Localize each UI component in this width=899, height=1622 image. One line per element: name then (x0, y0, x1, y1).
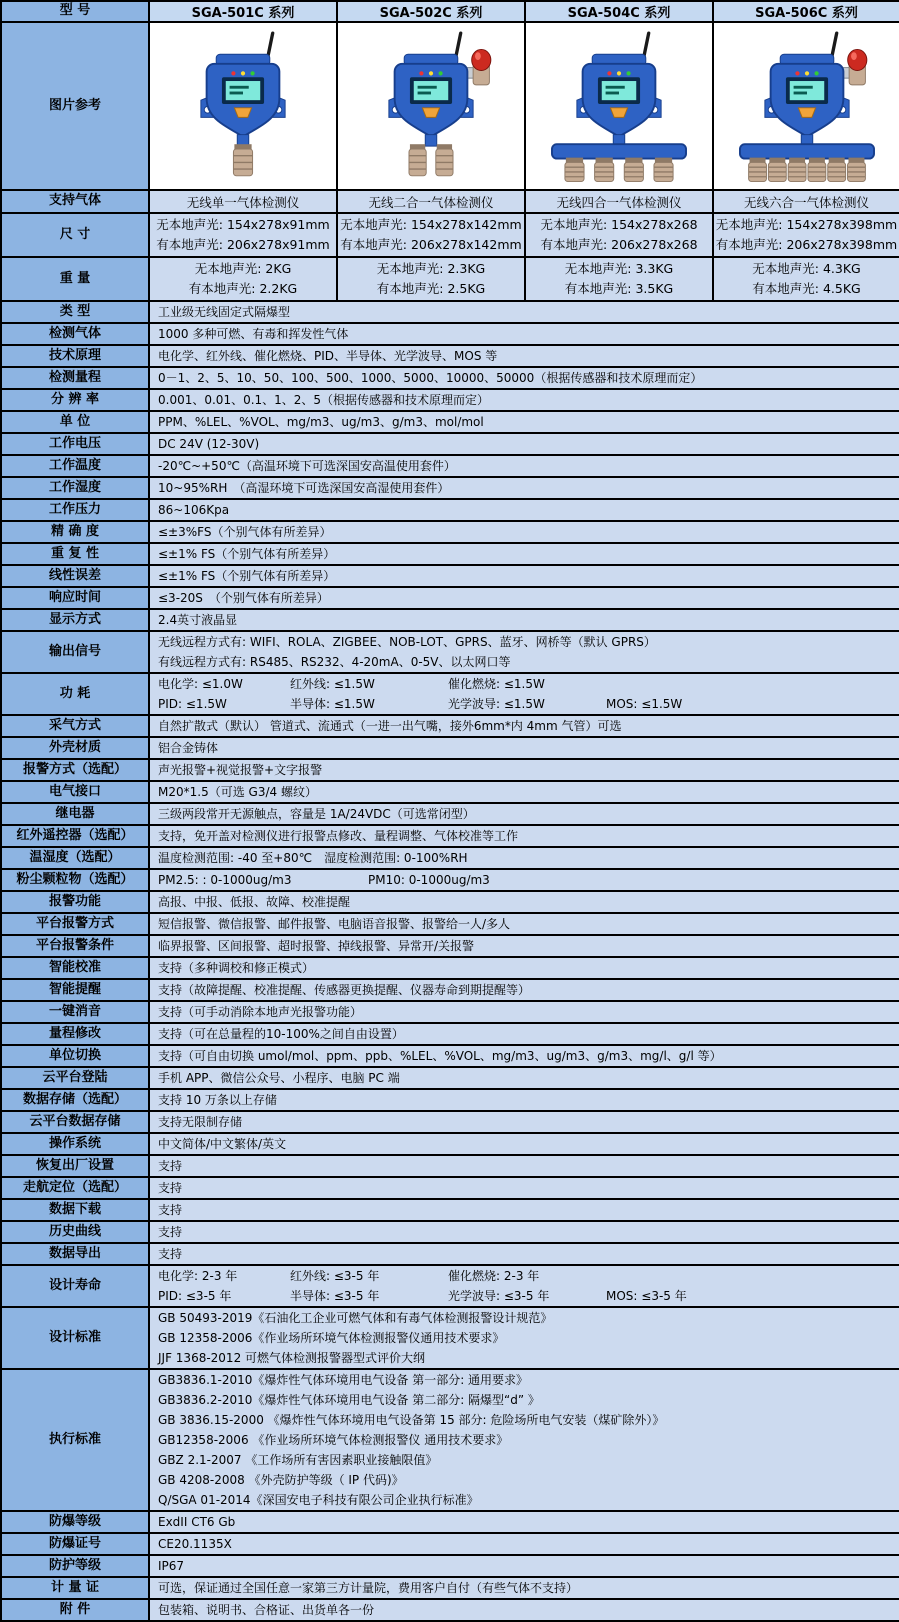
spec-value-line: 10~95%RH （高湿环境下可选深国安高湿使用套件） (158, 481, 450, 495)
spec-value (149, 1533, 899, 1555)
spec-value-segment: PM2.5: : 0-1000ug/m3 (158, 873, 292, 887)
spec-value (149, 521, 899, 543)
spec-value (149, 1199, 899, 1221)
spec-value-line: 支持无限制存储 (158, 1115, 243, 1129)
spec-row-41 (1, 1221, 899, 1243)
spec-value-segment: 红外线: ≤1.5W (290, 677, 375, 691)
spec-row-label: 功 耗 (1, 673, 149, 715)
spec-value (149, 1023, 899, 1045)
spec-row-label: 响应时间 (1, 587, 149, 609)
spec-value (149, 389, 899, 411)
spec-row-30 (1, 979, 899, 1001)
spec-value-line: IP67 (158, 1559, 185, 1573)
weight-value-line: 有本地声光: 3.5KG (564, 281, 674, 296)
spec-row-6 (1, 411, 899, 433)
spec-value-line (158, 1286, 891, 1306)
product-image-cell-4 (713, 22, 899, 190)
spec-value (149, 587, 899, 609)
spec-value-line: 短信报警、微信报警、邮件报警、电脑语音报警、报警给一人/多人 (158, 917, 511, 931)
gas-row-label: 支持气体 (1, 190, 149, 213)
spec-value-line: CE20.1135X (158, 1537, 232, 1551)
spec-value-line: 工业级无线固定式隔爆型 (158, 305, 291, 319)
spec-value (149, 673, 899, 715)
size-value-line: 无本地声光: 154x278x398mm (715, 217, 898, 232)
spec-value (149, 433, 899, 455)
spec-row-label: 工作压力 (1, 499, 149, 521)
spec-row-label: 采气方式 (1, 715, 149, 737)
spec-value-line: 包装箱、说明书、合格证、出货单各一份 (158, 1603, 375, 1617)
spec-value-line: 三级两段常开无源触点，容量是 1A/24VDC（可选常闭型） (158, 807, 475, 821)
spec-value-line: GB 4208-2008 《外壳防护等级（ IP 代码)》 (158, 1473, 404, 1487)
spec-row-14 (1, 587, 899, 609)
weight-value-1 (149, 257, 337, 301)
size-row (1, 213, 899, 257)
spec-row-label: 检测量程 (1, 367, 149, 389)
size-value-line: 无本地声光: 154x278x91mm (156, 217, 330, 232)
spec-value-line: DC 24V (12-30V) (158, 437, 260, 451)
spec-row-4 (1, 367, 899, 389)
product-image-cell-3 (525, 22, 713, 190)
spec-value-segment: 半导体: ≤3-5 年 (290, 1289, 380, 1303)
spec-row-label: 报警方式（选配） (1, 759, 149, 781)
spec-row-27 (1, 913, 899, 935)
spec-value-segment: 光学波导: ≤1.5W (448, 697, 545, 711)
spec-value-line: 临界报警、区间报警、超时报警、掉线报警、异常开/关报警 (158, 939, 475, 953)
size-value-line: 有本地声光: 206x278x91mm (156, 237, 330, 252)
spec-row-39 (1, 1177, 899, 1199)
spec-row-10 (1, 499, 899, 521)
spec-value (149, 1045, 899, 1067)
spec-value (149, 737, 899, 759)
spec-value-line (158, 1266, 891, 1286)
spec-row-1 (1, 301, 899, 323)
spec-value-line: GB 50493-2019《石油化工企业可燃气体和有毒气体检测报警设计规范》 (158, 1311, 553, 1325)
size-value-line: 有本地声光: 206x278x268 (540, 237, 698, 252)
spec-value (149, 345, 899, 367)
spec-row-26 (1, 891, 899, 913)
spec-value-line (158, 694, 891, 714)
spec-value (149, 323, 899, 345)
spec-value-line (158, 674, 891, 694)
spec-value-line: ≤3-20S （个别气体有所差异） (158, 591, 329, 605)
spec-row-18 (1, 715, 899, 737)
spec-value-line: 可选，保证通过全国任意一家第三方计量院，费用客户自付（有些气体不支持） (158, 1581, 579, 1595)
spec-row-2 (1, 323, 899, 345)
weight-value-line: 无本地声光: 3.3KG (564, 261, 674, 276)
gas-detector-image (529, 170, 709, 189)
spec-row-label: 线性误差 (1, 565, 149, 587)
spec-value (149, 759, 899, 781)
spec-row-label: 分 辨 率 (1, 389, 149, 411)
model-header-3: SGA-504C 系列 (525, 1, 713, 22)
size-value-4 (713, 213, 899, 257)
spec-row-label: 工作湿度 (1, 477, 149, 499)
spec-row-20 (1, 759, 899, 781)
weight-value-2 (337, 257, 525, 301)
image-row (1, 22, 899, 190)
spec-row-label: 附 件 (1, 1599, 149, 1621)
spec-value-line: 手机 APP、微信公众号、小程序、电脑 PC 端 (158, 1071, 400, 1085)
spec-row-32 (1, 1023, 899, 1045)
spec-row-label: 智能校准 (1, 957, 149, 979)
spec-row-label: 粉尘颗粒物（选配） (1, 869, 149, 891)
spec-value (149, 979, 899, 1001)
spec-value-line: 高报、中报、低报、故障、校准提醒 (158, 895, 351, 909)
spec-value (149, 957, 899, 979)
spec-row-label: 恢复出厂设置 (1, 1155, 149, 1177)
spec-row-label: 外壳材质 (1, 737, 149, 759)
spec-row-label: 输出信号 (1, 631, 149, 673)
spec-value-segment: 催化燃烧: 2-3 年 (448, 1269, 540, 1283)
spec-value-segment: 催化燃烧: ≤1.5W (448, 677, 545, 691)
spec-row-label: 设计寿命 (1, 1265, 149, 1307)
spec-row-label: 检测气体 (1, 323, 149, 345)
spec-value (149, 1001, 899, 1023)
spec-row-24 (1, 847, 899, 869)
spec-value-line: 声光报警+视觉报警+文字报警 (158, 763, 323, 777)
spec-value (149, 1599, 899, 1621)
spec-value (149, 1555, 899, 1577)
spec-value-segment: PID: ≤3-5 年 (158, 1289, 232, 1303)
spec-value-segment: PID: ≤1.5W (158, 697, 227, 711)
spec-value (149, 1133, 899, 1155)
spec-row-22 (1, 803, 899, 825)
spec-value-line: 0－1、2、5、10、50、100、500、1000、5000、10000、50000（根据传感器和技术原理而定） (158, 371, 703, 385)
spec-row-label: 报警功能 (1, 891, 149, 913)
spec-value-segment: MOS: ≤3-5 年 (606, 1289, 687, 1303)
spec-row-label: 量程修改 (1, 1023, 149, 1045)
spec-value-line: 支持（多种调校和修正模式） (158, 961, 315, 975)
spec-row-40 (1, 1199, 899, 1221)
spec-value (149, 1307, 899, 1369)
spec-value-line: GBZ 2.1-2007 《工作场所有害因素职业接触限值》 (158, 1453, 438, 1467)
size-value-2 (337, 213, 525, 257)
spec-row-13 (1, 565, 899, 587)
spec-value-line: 2.4英寸液晶显 (158, 613, 238, 627)
spec-value-segment: PM10: 0-1000ug/m3 (368, 873, 490, 887)
spec-row-label: 平台报警条件 (1, 935, 149, 957)
spec-value-line: ≤±3%FS（个别气体有所差异） (158, 525, 332, 539)
spec-value (149, 499, 899, 521)
weight-value-line: 无本地声光: 2.3KG (376, 261, 486, 276)
spec-row-5 (1, 389, 899, 411)
spec-row-label: 重 复 性 (1, 543, 149, 565)
spec-value-line: M20*1.5（可选 G3/4 螺纹） (158, 785, 317, 799)
spec-row-label: 走航定位（选配） (1, 1177, 149, 1199)
spec-value-line: 支持 (158, 1225, 183, 1239)
spec-value (149, 411, 899, 433)
spec-value-line: 支持（可手动消除本地声光报警功能） (158, 1005, 363, 1019)
weight-value-line: 无本地声光: 4.3KG (752, 261, 861, 276)
spec-value-line: 电化学、红外线、催化燃烧、PID、半导体、光学波导、MOS 等 (158, 349, 498, 363)
image-row-label: 图片参考 (1, 22, 149, 190)
spec-row-44 (1, 1307, 899, 1369)
gas-detector-image (717, 170, 897, 189)
product-image-cell-2 (337, 22, 525, 190)
weight-row-label: 重 量 (1, 257, 149, 301)
model-header-2: SGA-502C 系列 (337, 1, 525, 22)
spec-row-label: 数据存储（选配） (1, 1089, 149, 1111)
spec-value-line: GB 12358-2006《作业场所环境气体检测报警仪通用技术要求》 (158, 1331, 505, 1345)
spec-row-3 (1, 345, 899, 367)
spec-value-line: 自然扩散式（默认） 管道式、流通式（一进一出气嘴，接外6mm*内 4mm 气管）可选 (158, 719, 622, 733)
weight-value-4 (713, 257, 899, 301)
spec-row-label: 工作电压 (1, 433, 149, 455)
spec-table-body (1, 1, 899, 1621)
spec-row-label: 防爆等级 (1, 1511, 149, 1533)
spec-row-label: 操作系统 (1, 1133, 149, 1155)
gas-value-2: 无线二合一气体检测仪 (337, 190, 525, 213)
spec-row-label: 设计标准 (1, 1307, 149, 1369)
spec-value (149, 301, 899, 323)
size-value-3 (525, 213, 713, 257)
weight-value-line: 有本地声光: 2.5KG (376, 281, 486, 296)
spec-value (149, 869, 899, 891)
spec-value (149, 631, 899, 673)
size-value-line: 有本地声光: 206x278x398mm (715, 237, 898, 252)
spec-value (149, 803, 899, 825)
spec-value-line: GB3836.1-2010《爆炸性气体环境用电气设备 第一部分: 通用要求》 (158, 1373, 529, 1387)
spec-value-line: JJF 1368-2012 可燃气体检测报警器型式评价大纲 (158, 1351, 426, 1365)
gas-detector-image (153, 170, 333, 189)
weight-value-line: 有本地声光: 2.2KG (188, 281, 298, 296)
spec-row-label: 一键消音 (1, 1001, 149, 1023)
spec-value (149, 781, 899, 803)
spec-value (149, 1177, 899, 1199)
spec-value (149, 1089, 899, 1111)
gas-detector-image (341, 170, 521, 189)
spec-value (149, 1243, 899, 1265)
spec-row-19 (1, 737, 899, 759)
spec-row-label: 数据导出 (1, 1243, 149, 1265)
spec-row-label: 历史曲线 (1, 1221, 149, 1243)
size-value-line: 无本地声光: 154x278x142mm (340, 217, 522, 232)
spec-row-label: 温湿度（选配） (1, 847, 149, 869)
spec-row-label: 平台报警方式 (1, 913, 149, 935)
spec-row-8 (1, 455, 899, 477)
spec-value-line: 无线远程方式有: WIFI、ROLA、ZIGBEE、NOB-LOT、GPRS、蓝牙、网桥等（默认 GPRS） (158, 635, 656, 649)
spec-row-34 (1, 1067, 899, 1089)
spec-value (149, 1511, 899, 1533)
spec-row-label: 防护等级 (1, 1555, 149, 1577)
spec-row-28 (1, 935, 899, 957)
gas-value-4: 无线六合一气体检测仪 (713, 190, 899, 213)
spec-value-line: GB 3836.15-2000 《爆炸性气体环境用电气设备第 15 部分: 危险场所电气安装（煤矿除外）》 (158, 1413, 665, 1427)
spec-row-label: 执行标准 (1, 1369, 149, 1511)
spec-value-line: GB3836.2-2010《爆炸性气体环境用电气设备 第二部分: 隔爆型“d” 》 (158, 1393, 540, 1407)
spec-value-line: 支持 (158, 1159, 183, 1173)
spec-row-label: 防爆证号 (1, 1533, 149, 1555)
spec-value-line: 有线远程方式有: RS485、RS232、4-20mA、0-5V、以太网口等 (158, 655, 511, 669)
spec-value-segment: 电化学: 2-3 年 (158, 1269, 238, 1283)
spec-row-37 (1, 1133, 899, 1155)
spec-value-line (158, 870, 891, 890)
spec-row-label: 红外遥控器（选配） (1, 825, 149, 847)
spec-value (149, 1067, 899, 1089)
spec-row-label: 智能提醒 (1, 979, 149, 1001)
spec-row-50 (1, 1599, 899, 1621)
gas-value-3: 无线四合一气体检测仪 (525, 190, 713, 213)
spec-row-label: 继电器 (1, 803, 149, 825)
spec-row-49 (1, 1577, 899, 1599)
spec-row-label: 技术原理 (1, 345, 149, 367)
spec-value-line: 支持 (158, 1181, 183, 1195)
spec-value (149, 367, 899, 389)
spec-row-35 (1, 1089, 899, 1111)
spec-value (149, 825, 899, 847)
weight-value-3 (525, 257, 713, 301)
spec-row-label: 数据下载 (1, 1199, 149, 1221)
spec-row-48 (1, 1555, 899, 1577)
spec-value (149, 477, 899, 499)
spec-value (149, 935, 899, 957)
spec-row-7 (1, 433, 899, 455)
model-header-4: SGA-506C 系列 (713, 1, 899, 22)
size-value-line: 无本地声光: 154x278x268 (540, 217, 698, 232)
spec-row-33 (1, 1045, 899, 1067)
spec-value (149, 913, 899, 935)
spec-row-23 (1, 825, 899, 847)
spec-value (149, 1265, 899, 1307)
spec-value (149, 715, 899, 737)
spec-row-label: 云平台登陆 (1, 1067, 149, 1089)
spec-value-line: 支持（可在总量程的10-100%之间自由设置） (158, 1027, 404, 1041)
spec-value (149, 455, 899, 477)
spec-row-label: 类 型 (1, 301, 149, 323)
spec-row-36 (1, 1111, 899, 1133)
spec-value-line: 铝合金铸体 (158, 741, 219, 755)
spec-row-42 (1, 1243, 899, 1265)
spec-value (149, 565, 899, 587)
spec-value-line: 0.001、0.01、0.1、1、2、5（根据传感器和技术原理而定） (158, 393, 490, 407)
spec-value-line: 86~106Kpa (158, 503, 230, 517)
spec-value-line: ≤±1% FS（个别气体有所差异） (158, 569, 336, 583)
spec-row-38 (1, 1155, 899, 1177)
spec-row-45 (1, 1369, 899, 1511)
spec-value-line: 支持 10 万条以上存储 (158, 1093, 277, 1107)
spec-value (149, 609, 899, 631)
product-image-cell-1 (149, 22, 337, 190)
spec-row-15 (1, 609, 899, 631)
spec-row-label: 工作温度 (1, 455, 149, 477)
spec-value-segment: 半导体: ≤1.5W (290, 697, 375, 711)
spec-value-segment: MOS: ≤1.5W (606, 697, 683, 711)
spec-value-line: 1000 多种可燃、有毒和挥发性气体 (158, 327, 349, 341)
size-row-label: 尺 寸 (1, 213, 149, 257)
model-header-1: SGA-501C 系列 (149, 1, 337, 22)
spec-row-17 (1, 673, 899, 715)
spec-row-11 (1, 521, 899, 543)
weight-row (1, 257, 899, 301)
spec-row-label: 计 量 证 (1, 1577, 149, 1599)
size-value-1 (149, 213, 337, 257)
spec-value (149, 891, 899, 913)
spec-value (149, 1111, 899, 1133)
spec-value-segment: 电化学: ≤1.0W (158, 677, 243, 691)
spec-row-31 (1, 1001, 899, 1023)
spec-row-29 (1, 957, 899, 979)
spec-value-segment: 光学波导: ≤3-5 年 (448, 1289, 550, 1303)
spec-value-line: ExdII CT6 Gb (158, 1515, 236, 1529)
spec-value (149, 1221, 899, 1243)
weight-value-line: 无本地声光: 2KG (194, 261, 292, 276)
spec-value-line: -20℃~+50℃（高温环境下可选深国安高温使用套件） (158, 459, 456, 473)
gas-value-1: 无线单一气体检测仪 (149, 190, 337, 213)
spec-row-47 (1, 1533, 899, 1555)
spec-row-9 (1, 477, 899, 499)
spec-value-line: 中文简体/中文繁体/英文 (158, 1137, 287, 1151)
weight-value-line: 有本地声光: 4.5KG (752, 281, 861, 296)
spec-row-label: 精 确 度 (1, 521, 149, 543)
spec-row-16 (1, 631, 899, 673)
spec-value (149, 1577, 899, 1599)
spec-row-46 (1, 1511, 899, 1533)
spec-value-line: 支持，免开盖对检测仪进行报警点修改、量程调整、气体校准等工作 (158, 829, 519, 843)
spec-value-line: 支持（故障提醒、校准提醒、传感器更换提醒、仪器寿命到期提醒等） (158, 983, 531, 997)
spec-row-label: 单位切换 (1, 1045, 149, 1067)
spec-row-21 (1, 781, 899, 803)
size-value-line: 有本地声光: 206x278x142mm (340, 237, 522, 252)
spec-row-label: 电气接口 (1, 781, 149, 803)
spec-value-line: PPM、%LEL、%VOL、mg/m3、ug/m3、g/m3、mol/mol (158, 415, 484, 429)
spec-row-label: 云平台数据存储 (1, 1111, 149, 1133)
spec-value-line: 支持 (158, 1247, 183, 1261)
spec-value-line: GB12358-2006 《作业场所环境气体检测报警仪 通用技术要求》 (158, 1433, 509, 1447)
spec-value-segment: 红外线: ≤3-5 年 (290, 1269, 380, 1283)
spec-value-line: ≤±1% FS（个别气体有所差异） (158, 547, 336, 561)
spec-value (149, 847, 899, 869)
spec-value (149, 1155, 899, 1177)
model-header-row (1, 1, 899, 22)
spec-value-line: 支持 (158, 1203, 183, 1217)
spec-value (149, 1369, 899, 1511)
spec-value-line: Q/SGA 01-2014《深国安电子科技有限公司企业执行标准》 (158, 1493, 479, 1507)
spec-row-label: 显示方式 (1, 609, 149, 631)
spec-value-line: 支持（可自由切换 umol/mol、ppm、ppb、%LEL、%VOL、mg/m3、ug/m3、g/m3、mg/l、g/l 等） (158, 1049, 722, 1063)
model-row-label: 型 号 (1, 1, 149, 22)
gas-row (1, 190, 899, 213)
spec-row-43 (1, 1265, 899, 1307)
spec-value (149, 543, 899, 565)
spec-row-label: 单 位 (1, 411, 149, 433)
spec-row-12 (1, 543, 899, 565)
spec-row-25 (1, 869, 899, 891)
spec-value-line: 温度检测范围: -40 至+80℃ 湿度检测范围: 0-100%RH (158, 851, 468, 865)
